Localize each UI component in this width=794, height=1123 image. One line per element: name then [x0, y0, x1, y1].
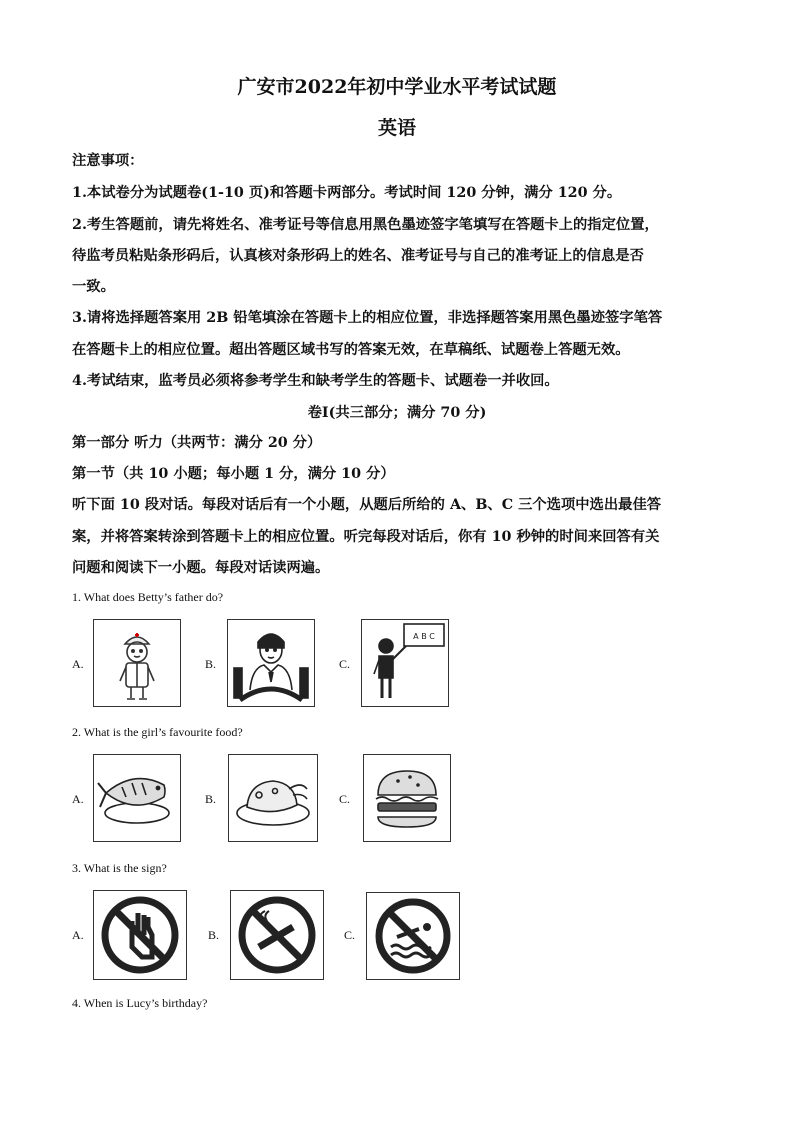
option-label: B. — [205, 657, 217, 671]
note-line: 3.请将选择题答案用 2B 铅笔填涂在答题卡上的相应位置，非选择题答案用黑色墨迹签字笔答 — [72, 310, 663, 326]
instruction-line: 听下面 10 段对话。每段对话后有一个小题，从题后所给的 A、B、C 三个选项中选出最佳答 — [72, 497, 662, 513]
option-label: A. — [72, 928, 84, 942]
driver-icon — [227, 619, 315, 707]
note-line: 一致。 — [72, 279, 115, 295]
option-label: C. — [344, 928, 356, 942]
option-label: C. — [339, 657, 351, 671]
instruction-line: 问题和阅读下一小题。每段对话读两遍。 — [72, 560, 330, 576]
no-smoking-icon — [230, 890, 324, 980]
volume-heading: 卷Ⅰ(共三部分；满分 70 分) — [307, 405, 487, 421]
question-text: 3. What is the sign? — [72, 861, 167, 875]
section-heading: 第一节（共 10 小题；每小题 1 分，满分 10 分） — [72, 466, 395, 482]
option-label: B. — [208, 928, 220, 942]
question-text: 1. What does Betty’s father do? — [72, 590, 224, 604]
fish-icon — [93, 754, 181, 842]
note-line: 待监考员粘贴条形码后，认真核对条形码上的姓名、准考证号与自己的准考证上的信息是否 — [72, 248, 644, 264]
no-swimming-icon — [366, 892, 460, 980]
roast-chicken-icon — [228, 754, 318, 842]
page-title: 广安市2022年初中学业水平考试试题 — [237, 76, 557, 98]
board-text: A B C — [413, 632, 435, 641]
subject-title: 英语 — [377, 117, 416, 139]
teacher-icon — [361, 619, 449, 707]
no-touching-icon — [93, 890, 187, 980]
notes-heading: 注意事项： — [72, 153, 144, 169]
note-line: 1.本试卷分为试题卷(1-10 页)和答题卡两部分。考试时间 120 分钟，满分 120 分。 — [72, 185, 622, 201]
option-label: A. — [72, 657, 84, 671]
note-line: 2.考生答题前，请先将姓名、准考证号等信息用黑色墨迹签字笔填写在答题卡上的指定位置， — [72, 217, 659, 233]
option-label: B. — [205, 792, 217, 806]
question-text: 4. When is Lucy’s birthday? — [72, 996, 208, 1010]
instruction-line: 案，并将答案转涂到答题卡上的相应位置。听完每段对话后，你有 10 秒钟的时间来回答有关 — [72, 529, 660, 545]
note-line: 4.考试结束，监考员必须将参考学生和缺考学生的答题卡、试题卷一并收回。 — [72, 373, 559, 389]
option-label: A. — [72, 792, 84, 806]
option-label: C. — [339, 792, 351, 806]
part-heading: 第一部分 听力（共两节：满分 20 分） — [72, 435, 322, 451]
question-text: 2. What is the girl’s favourite food? — [72, 725, 243, 739]
note-line: 在答题卡上的相应位置。超出答题区域书写的答案无效，在草稿纸、试题卷上答题无效。 — [72, 342, 630, 358]
hamburger-icon — [363, 754, 451, 842]
doctor-icon — [93, 619, 181, 707]
